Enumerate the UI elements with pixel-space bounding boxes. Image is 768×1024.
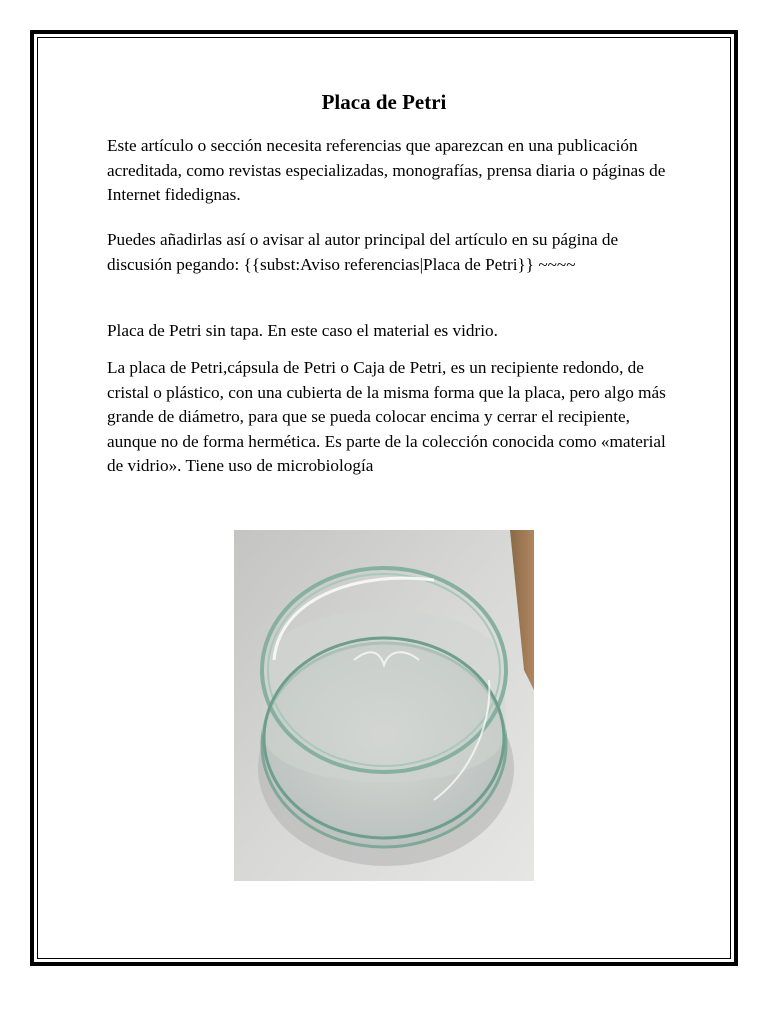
- paragraph-add-references: Puedes añadirlas así o avisar al autor principal del artículo en su página de discusión pegando: {{subst:Aviso referencias|Placa de Petri}} ~~~~: [107, 230, 619, 274]
- petri-dish-photo: [234, 530, 534, 881]
- document-title: Placa de Petri: [321, 90, 447, 114]
- paragraph-references-notice: Este artículo o sección necesita referencias que aparezcan en una publicación acreditada, como revistas especializadas, monografías, prensa diaria o páginas de Internet fidedignas.: [107, 136, 666, 204]
- paragraph-image-caption: Placa de Petri sin tapa. En este caso el material es vidrio.: [107, 321, 498, 340]
- paragraph-description: La placa de Petri,cápsula de Petri o Caja de Petri, es un recipiente redondo, de cristal o plástico, con una cubierta de la misma forma que la placa, pero algo más grande de diámetro, para que se pueda colocar encima y cerrar el recipiente, aunque no de forma hermética. Es parte de la colección conocida como «material de vidrio». Tiene uso de microbiología: [107, 358, 666, 475]
